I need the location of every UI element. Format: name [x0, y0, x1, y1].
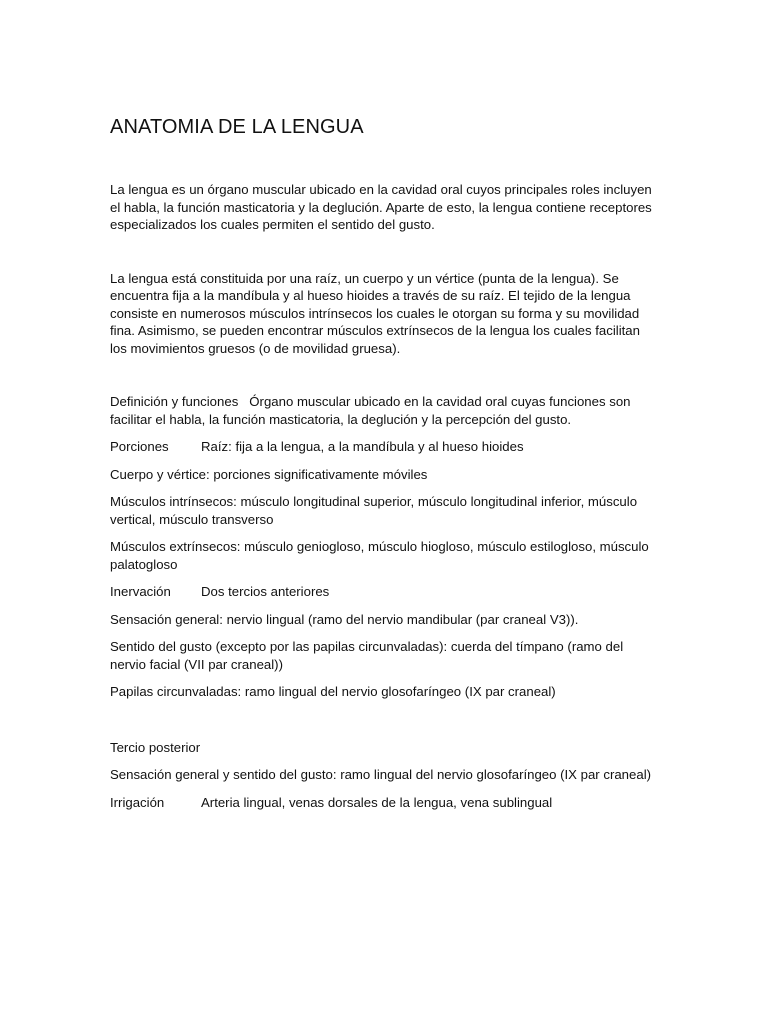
irrigacion-label: Irrigación	[110, 794, 165, 810]
cuerpo-paragraph: Cuerpo y vértice: porciones significativamente móviles	[110, 466, 428, 482]
posterior-sensation-paragraph: Sensación general y sentido del gusto: ramo lingual del nervio glosofaríngeo (IX par craneal)	[110, 767, 652, 782]
porciones-label: Porciones	[110, 439, 169, 454]
porciones-text: Raíz: fija a la lengua, a la mandíbula y al hueso hioides	[201, 439, 524, 454]
definition-paragraph	[110, 393, 660, 428]
inervacion-label: Inervación	[110, 584, 171, 599]
definition-text: Órgano muscular ubicado en la cavidad oral cuyas funciones son facilitar el habla, la función masticatoria, la deglución y la percepción del gusto.	[110, 394, 631, 427]
extrinsic-muscles-paragraph: Músculos extrínsecos: músculo geniogloso, músculo hiogloso, músculo estilogloso, músculo palatogloso	[110, 539, 649, 572]
document-title: ANATOMIA DE LA LENGUA	[110, 116, 364, 138]
inervacion-paragraph	[110, 583, 660, 601]
tercio-posterior-paragraph: Tercio posterior	[110, 739, 201, 755]
taste-paragraph: Sentido del gusto (excepto por las papilas circunvaladas): cuerda del tímpano (ramo del nervio facial (VII par craneal))	[110, 639, 624, 672]
porciones-paragraph	[110, 438, 660, 456]
intro-paragraph: La lengua es un órgano muscular ubicado en la cavidad oral cuyos principales roles incluyen el habla, la función masticatoria y la deglución. Aparte de esto, la lengua contiene receptores especializados los cuales permiten el sentido del gusto.	[110, 182, 652, 232]
general-sensation-paragraph: Sensación general: nervio lingual (ramo del nervio mandibular (par craneal V3)).	[110, 611, 579, 627]
document-body	[110, 112, 660, 821]
irrigacion-text: Arteria lingual, venas dorsales de la lengua, vena sublingual	[201, 794, 553, 810]
papilas-paragraph: Papilas circunvaladas: ramo lingual del nervio glosofaríngeo (IX par craneal)	[110, 684, 556, 699]
definition-label: Definición y funciones	[110, 394, 239, 409]
structure-paragraph: La lengua está constituida por una raíz, un cuerpo y un vértice (punta de la lengua). Se encuentra fija a la mandíbula y al hueso hioides a través de su raíz. El tejido de la lengua consiste en numerosos músculos intrínsecos los cuales le otorgan su forma y su movilidad fina. Asimismo, se pueden encontrar músculos extrínsecos de la lengua los cuales facilitan los movimientos gruesos (o de movilidad gruesa).	[110, 270, 640, 356]
inervacion-text: Dos tercios anteriores	[201, 584, 330, 599]
irrigacion-paragraph	[110, 794, 660, 812]
intrinsic-muscles-paragraph: Músculos intrínsecos: músculo longitudinal superior, músculo longitudinal inferior, músculo vertical, músculo transverso	[110, 494, 638, 527]
